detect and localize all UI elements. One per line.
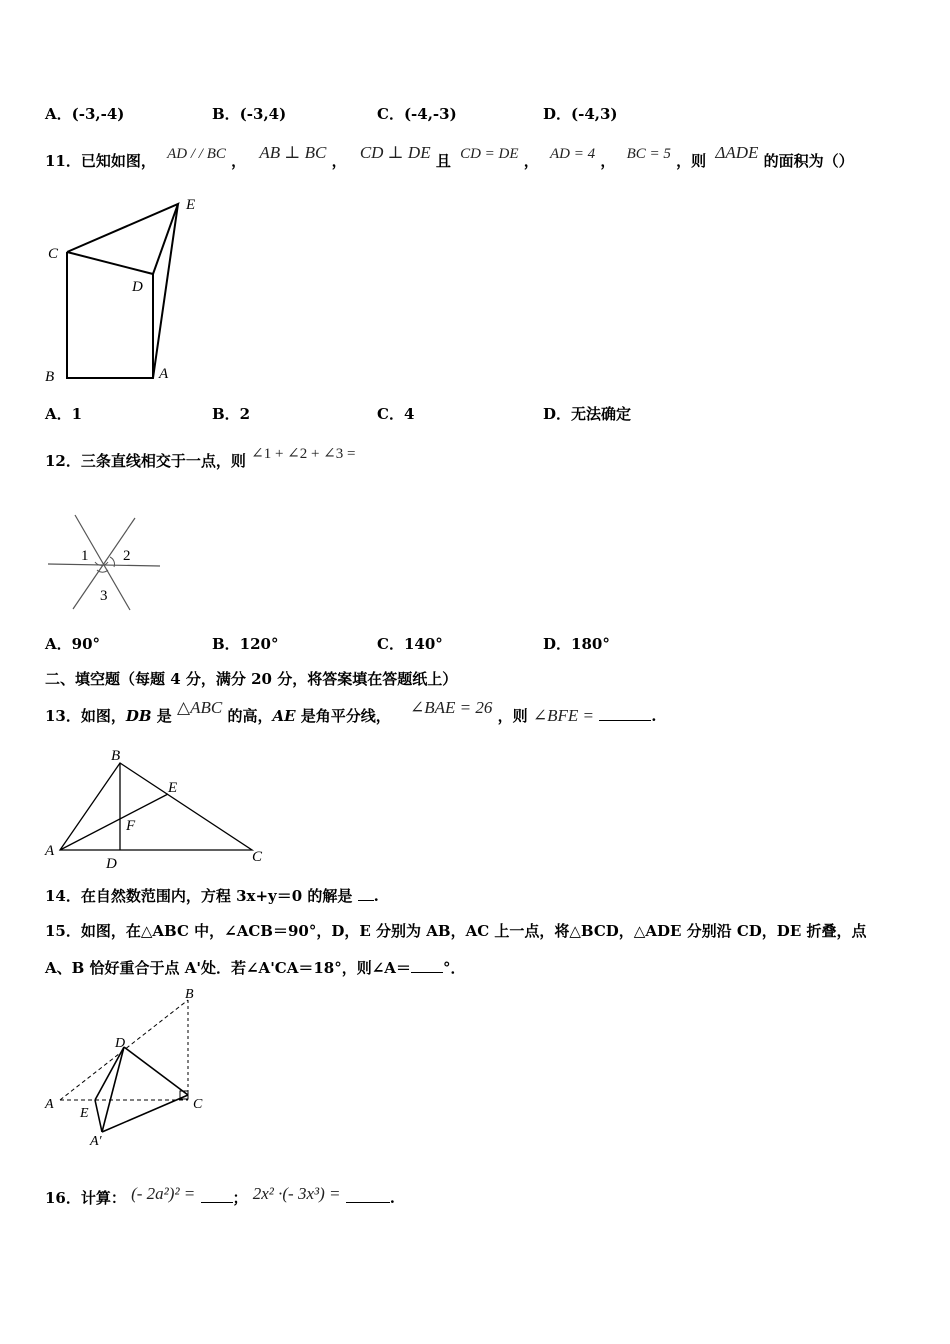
q14-text: 14．在自然数范围内，方程 3x+y＝0 的解是 bbox=[45, 887, 353, 905]
q11-sep: ， bbox=[523, 152, 539, 170]
q16-expression-1: (- 2a²)² = bbox=[131, 1184, 196, 1203]
q12-label-1: 1 bbox=[81, 548, 89, 564]
q12-label-3: 3 bbox=[100, 588, 108, 604]
q13-label-f: F bbox=[126, 818, 136, 834]
q12-stem bbox=[45, 446, 356, 471]
q11-math-triangle: ΔADE bbox=[715, 143, 759, 162]
q14-stem bbox=[45, 885, 379, 906]
q12-text: 12．三条直线相交于一点，则 bbox=[45, 452, 246, 470]
q13-angle: ∠BAE = 26 bbox=[410, 698, 493, 717]
q14-end: . bbox=[373, 887, 379, 905]
q11-option-d: D．无法确定 bbox=[543, 405, 632, 423]
q11-figure bbox=[40, 190, 240, 390]
q15-label-b: B bbox=[185, 987, 194, 1002]
q12-option-d: D．180° bbox=[543, 635, 610, 653]
q16-answer-blank-1[interactable] bbox=[201, 1188, 233, 1203]
q15-answer-blank[interactable] bbox=[411, 958, 443, 973]
q13-part: 是 bbox=[151, 707, 172, 725]
q13-end: . bbox=[651, 707, 657, 725]
q11-then: ，则 bbox=[676, 152, 707, 170]
q13-answer-blank[interactable] bbox=[599, 706, 651, 721]
q10-option-b: B．(-3,4) bbox=[212, 105, 287, 123]
q16-answer-blank-2[interactable] bbox=[346, 1188, 390, 1203]
q13-part: ，则 bbox=[497, 707, 528, 725]
q11-sep: ， bbox=[231, 152, 247, 170]
q16-end: . bbox=[389, 1189, 395, 1207]
q11-label-d: D bbox=[132, 279, 143, 295]
q13-label-d: D bbox=[106, 856, 117, 872]
q11-and: 且 bbox=[435, 152, 451, 170]
q11-math-parallel: AD / / BC bbox=[167, 146, 226, 162]
q13-label-a: A bbox=[45, 843, 55, 859]
q11-math-equal: CD = DE bbox=[460, 146, 519, 162]
q16-expression-2: 2x² ·(- 3x³) = bbox=[252, 1184, 341, 1203]
q10-option-a: A．(-3,-4) bbox=[45, 105, 125, 123]
q16-stem bbox=[45, 1184, 395, 1208]
q11-option-b: B．2 bbox=[212, 405, 251, 423]
q11-label-a: A bbox=[159, 366, 169, 382]
q12-expression: ∠1 + ∠2 + ∠3 = bbox=[251, 446, 356, 462]
q13-part: 13．如图， bbox=[45, 707, 126, 725]
q15-label-c: C bbox=[193, 1097, 203, 1112]
q14-answer-blank[interactable] bbox=[358, 886, 374, 901]
q13-db: DB bbox=[125, 707, 152, 725]
q15-figure bbox=[40, 985, 220, 1149]
q11-option-c: C．4 bbox=[377, 405, 415, 423]
q12-label-2: 2 bbox=[123, 548, 131, 564]
q11-stem bbox=[45, 143, 854, 171]
q11-option-a: A．1 bbox=[45, 405, 83, 423]
q13-figure bbox=[40, 745, 280, 875]
q10-option-d: D．(-4,3) bbox=[543, 105, 618, 123]
q11-math-bc: BC = 5 bbox=[626, 146, 671, 162]
q11-math-perp2: CD ⊥ DE bbox=[359, 143, 431, 162]
q11-label-c: C bbox=[48, 246, 59, 262]
q12-option-b: B．120° bbox=[212, 635, 279, 653]
q13-label-c: C bbox=[252, 849, 263, 865]
q11-label-e: E bbox=[186, 197, 196, 213]
q13-label-e: E bbox=[168, 780, 178, 796]
q13-ask: ∠BFE = bbox=[532, 706, 594, 725]
q13-part: 的高， bbox=[227, 707, 273, 725]
q15-line2 bbox=[45, 957, 465, 978]
q15-label-a-prime: A′ bbox=[90, 1134, 102, 1149]
q11-math-ad: AD = 4 bbox=[550, 146, 596, 162]
q12-figure bbox=[45, 510, 175, 620]
q11-label-b: B bbox=[45, 369, 55, 385]
q13-stem bbox=[45, 698, 657, 726]
q13-ae: AE bbox=[272, 707, 296, 725]
q11-sep: ， bbox=[600, 152, 616, 170]
section2-title: 二、填空题（每题 4 分，满分 20 分，将答案填在答题纸上） bbox=[45, 670, 458, 688]
q11-sep: ， bbox=[331, 152, 347, 170]
q15-end: °． bbox=[442, 959, 466, 977]
q15-label-e: E bbox=[80, 1106, 89, 1121]
q12-option-c: C．140° bbox=[377, 635, 443, 653]
q15-text: A、B 恰好重合于点 A'处．若∠A'CA＝18°，则∠A＝ bbox=[45, 959, 411, 977]
q15-label-d: D bbox=[115, 1036, 126, 1051]
q11-tail: 的面积为（） bbox=[763, 152, 854, 170]
q12-option-a: A．90° bbox=[45, 635, 101, 653]
q11-number: 11．已知如图， bbox=[45, 152, 156, 170]
q10-option-c: C．(-4,-3) bbox=[377, 105, 457, 123]
q16-sep: ； bbox=[232, 1189, 248, 1207]
q13-label-b: B bbox=[111, 748, 121, 764]
q15-line1: 15．如图，在△ABC 中，∠ACB＝90°，D，E 分别为 AB，AC 上一点，将△BCD，△ADE 分别沿 CD，DE 折叠，点 bbox=[45, 922, 867, 940]
q13-part: 是角平分线， bbox=[295, 707, 391, 725]
q15-label-a: A bbox=[45, 1097, 54, 1112]
q13-triangle: △ABC bbox=[177, 698, 223, 717]
q11-math-perp1: AB ⊥ BC bbox=[259, 143, 327, 162]
q16-text: 16．计算： bbox=[45, 1189, 126, 1207]
